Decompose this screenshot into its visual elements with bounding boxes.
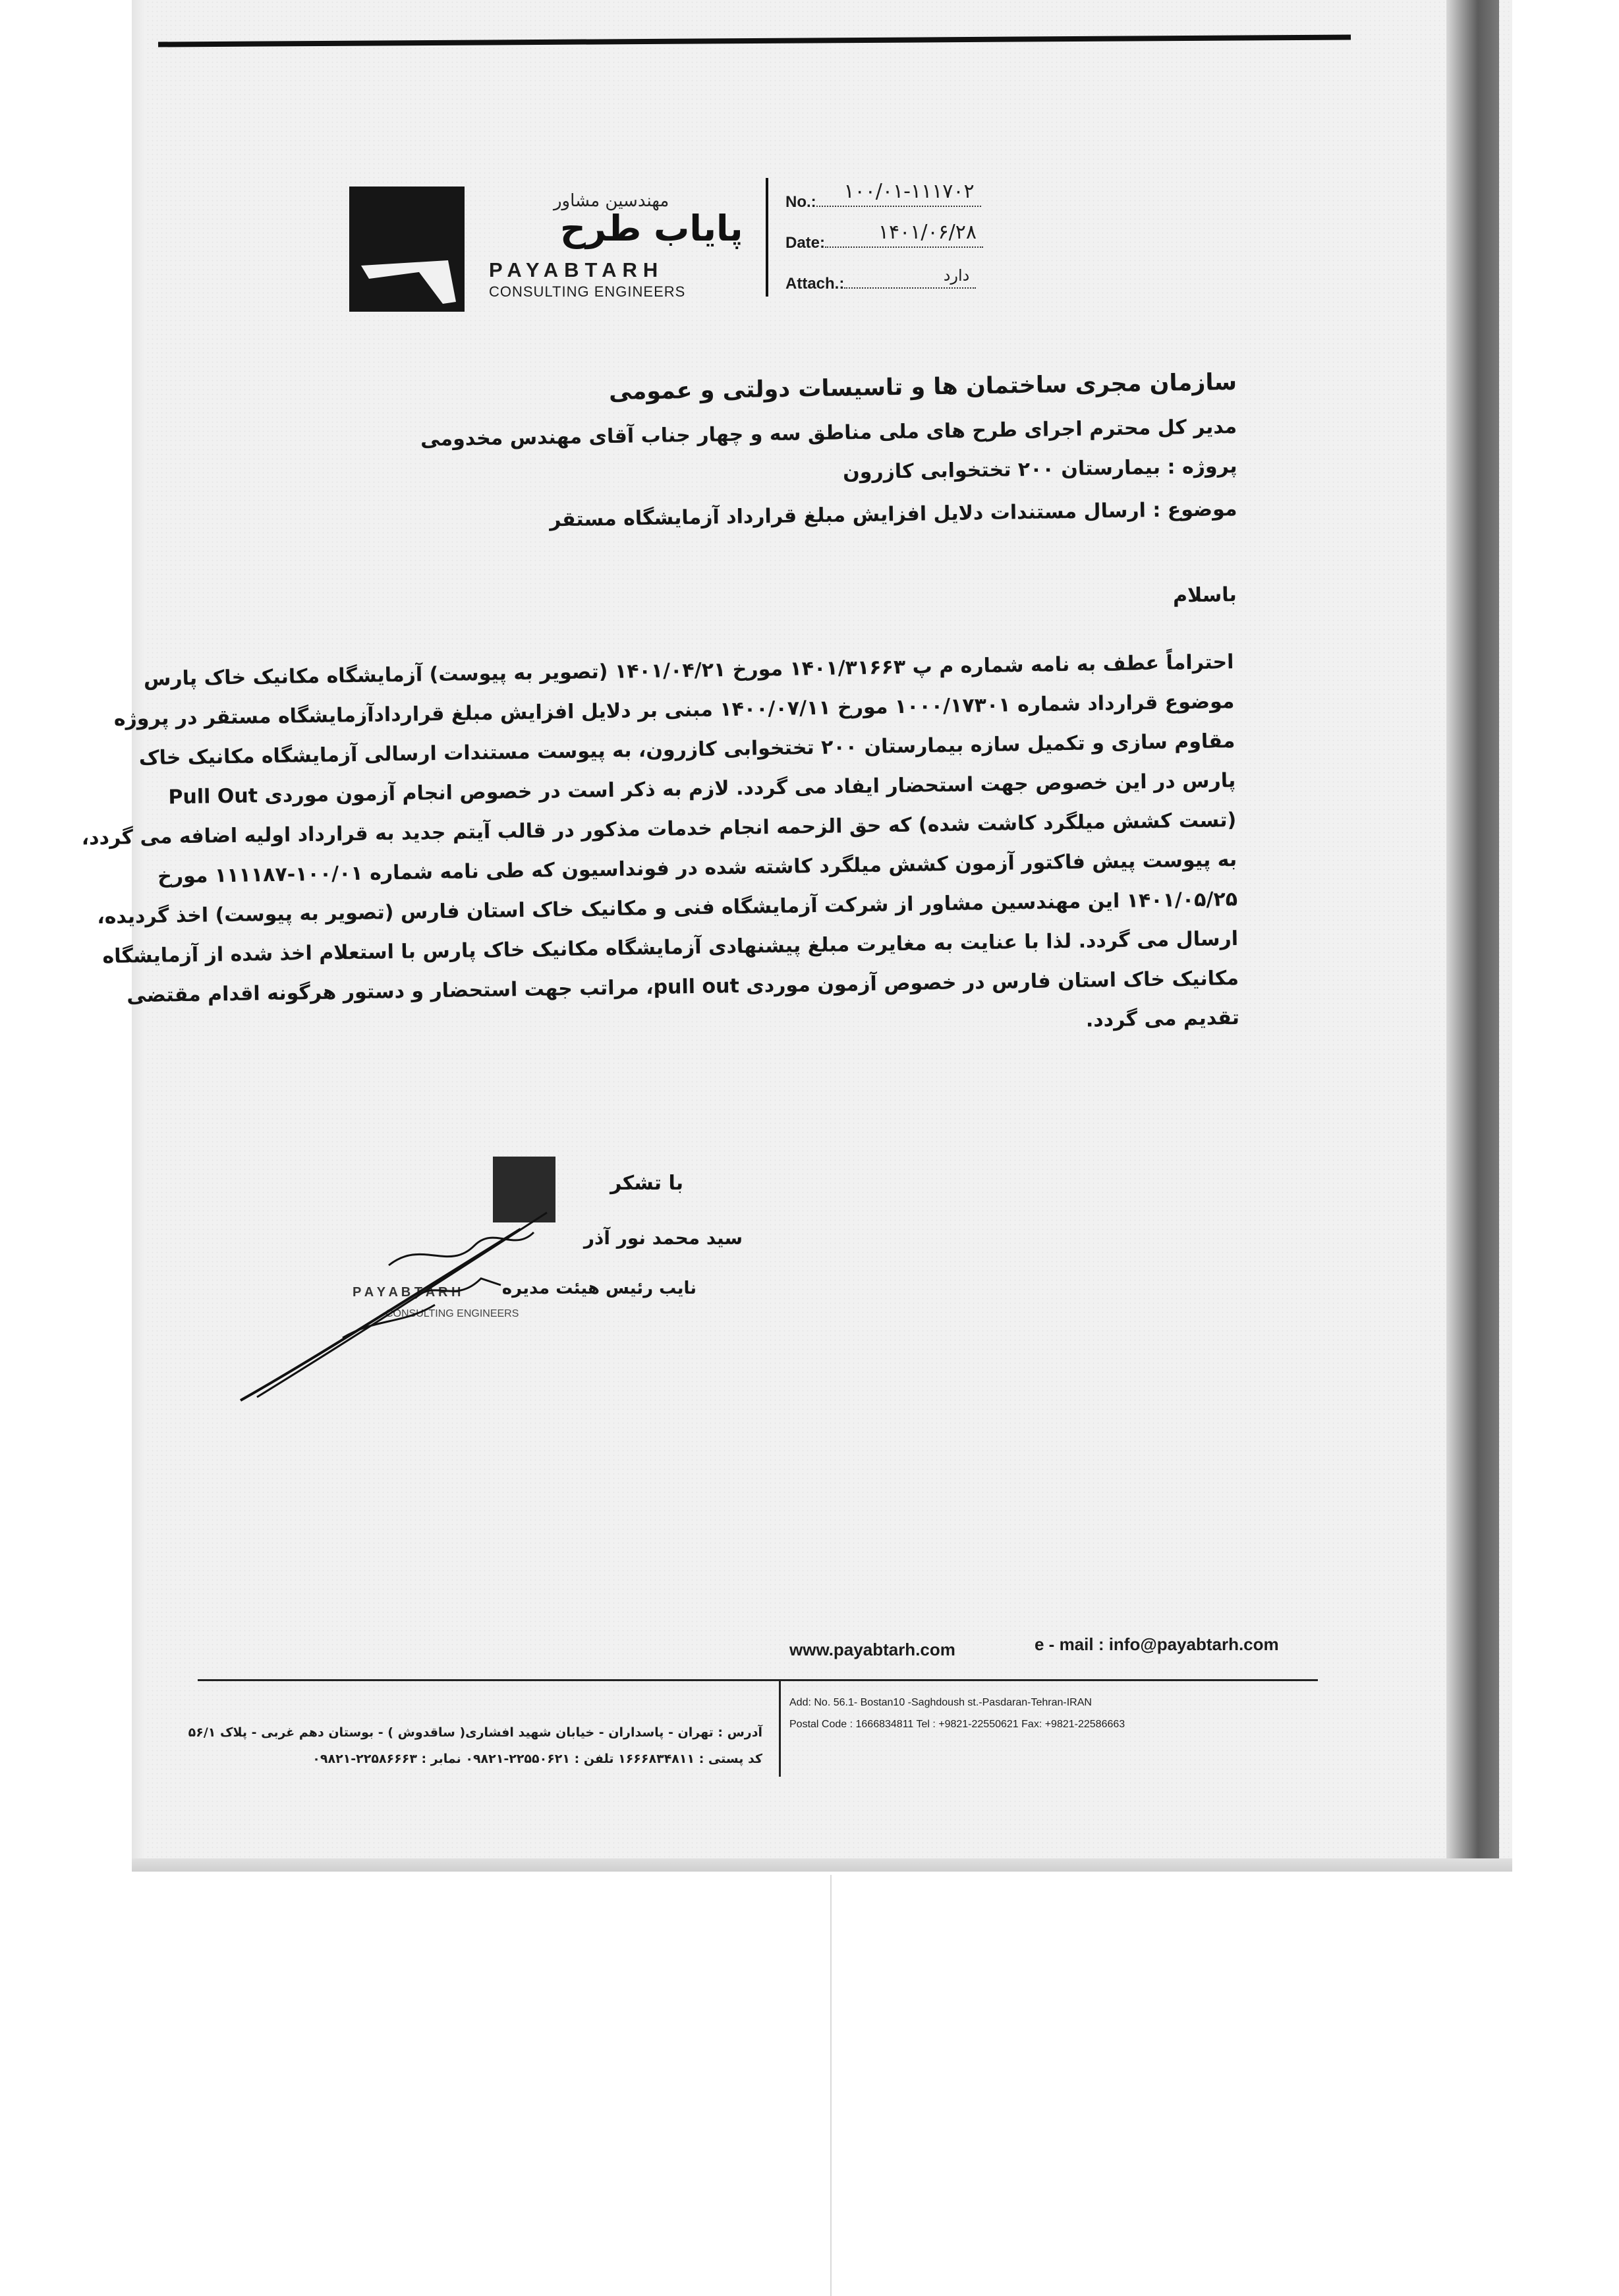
footer-divider — [779, 1679, 781, 1777]
body-line: (تست کشش میلگرد کاشت شده) که حق الزحمه انجام خدمات مذکور در قالب آیتم جدید به قرارداد اولیه اضافه می گردد، — [81, 809, 1237, 850]
ref-number-value: ۱۰۰/۰۱-۱۱۱۷۰۲ — [843, 180, 975, 203]
ref-date — [785, 221, 983, 252]
body-line: پارس در این خصوص جهت استحضار ایفاد می گردد. لازم به ذکر است در خصوص انجام آزمون موردی Pull Out — [168, 769, 1236, 809]
stamp-brand: P A Y A B T A R H — [353, 1285, 461, 1300]
ref-number-label: No.: — [785, 193, 816, 211]
recipient-title: مدیر کل محترم اجرای طرح های ملی مناطق سه و چهار جناب آقای مهندس مخدومی — [420, 415, 1237, 451]
brand-fa: پایاب طرح — [560, 208, 743, 249]
ref-number-line — [816, 180, 981, 207]
body-line: تقدیم می گردد. — [1085, 1006, 1240, 1032]
subject-line: موضوع : ارسال مستندات دلایل افزایش مبلغ قرارداد آزمایشگاه مستقر — [549, 498, 1237, 532]
brand-fa-small: مهندسین مشاور — [554, 191, 669, 211]
stamp-subtitle: CONSULTING ENGINEERS — [385, 1308, 519, 1319]
signer-name: سید محمد نور آذر — [583, 1227, 743, 1249]
body-line: مقاوم سازی و تکمیل سازه بیمارستان ۲۰۰ تختخوابی کازرون، به پیوست مستندات ارسالی آزمایشگاه مکانیک خاک — [138, 730, 1236, 770]
ref-number — [785, 180, 981, 212]
footer-postal-fa: کد پستی : ۱۶۶۶۸۳۴۸۱۱ تلفن : ۲۲۵۵۰۶۲۱-۰۹۸۲۱ نمابر : ۲۲۵۸۶۶۶۳-۰۹۸۲۱ — [312, 1752, 762, 1766]
ref-attach — [785, 266, 976, 293]
brand-subtitle: CONSULTING ENGINEERS — [489, 283, 686, 300]
closing-thanks: با تشکر — [610, 1172, 683, 1195]
footer-address-en: Add: No. 56.1- Bostan10 -Saghdoush st.-Pasdaran-Tehran-IRAN — [789, 1697, 1092, 1708]
fold-line — [830, 1875, 832, 2296]
body-line: موضوع قرارداد شماره ۱۰۰۰/۱۷۳۰۱ مورخ ۱۴۰۰/۰۷/۱۱ مبنی بر دلایل افزایش مبلغ قراردادآزمایشگاه مستقر در پروژه — [113, 690, 1235, 731]
project-line: پروژه : بیمارستان ۲۰۰ تختخوابی کازرون — [842, 455, 1237, 484]
body-line: مکانیک خاک استان فارس در خصوص آزمون موردی pull out، مراتب جهت استحضار و دستور هرگونه اقدام مقتضی — [127, 966, 1239, 1008]
footer-address-fa: آدرس : تهران - پاسداران - خیابان شهید افشاری( ساقدوش ) - بوستان دهم غربی - پلاک ۵۶/۱ — [188, 1725, 762, 1740]
brand-en: PAYABTARH — [489, 258, 664, 281]
recipient-org: سازمان مجری ساختمان ها و تاسیسات دولتی و عمومی — [608, 369, 1237, 405]
letterhead-divider — [766, 178, 768, 297]
signer-title: نایب رئیس هیئت مدیره — [501, 1278, 696, 1298]
payabtarh-logo-icon — [349, 187, 465, 312]
greeting: باسلام — [1172, 583, 1237, 608]
ref-attach-line — [844, 266, 976, 289]
footer-website: www.payabtarh.com — [789, 1640, 955, 1659]
ref-date-line — [825, 221, 983, 248]
scan-right-edge — [1446, 0, 1499, 1872]
ref-date-label: Date: — [785, 234, 826, 252]
body-line: احتراماً عطف به نامه شماره م پ ۱۴۰۱/۳۱۶۶۳ مورخ ۱۴۰۱/۰۴/۲۱ (تصویر به پیوست) آزمایشگاه مکانیک خاک پارس — [144, 650, 1235, 691]
ref-date-value: ۱۴۰۱/۰۶/۲۸ — [878, 221, 977, 244]
footer-postal-en: Postal Code : 1666834811 Tel : +9821-22550621 Fax: +9821-22586663 — [789, 1719, 1125, 1730]
body-line: به پیوست پیش فاکتور آزمون کشش میلگرد کاشته شده در فونداسیون که طی نامه شماره ۱۰۰/۰۱-۱۱۱۱۸۷ مورخ — [157, 847, 1237, 888]
footer-email: e - mail : info@payabtarh.com — [1035, 1634, 1279, 1654]
ref-attach-value: دارد — [943, 266, 970, 285]
ref-attach-label: Attach.: — [785, 275, 845, 293]
body-line: ارسال می گردد. لذا با عنایت به مغایرت مبلغ پیشنهادی آزمایشگاه مکانیک خاک پارس با استعلام اخذ شده از آزمایشگاه — [102, 927, 1239, 969]
body-line: ۱۴۰۱/۰۵/۲۵ این مهندسین مشاور از شرکت آزمایشگاه فنی و مکانیک خاک استان فارس (تصویر به پیوست) اخذ گردیده، — [97, 887, 1238, 929]
signature-scribble-icon — [237, 1199, 606, 1410]
body-paragraph — [79, 643, 1240, 1056]
scan-bottom-edge — [132, 1858, 1512, 1872]
